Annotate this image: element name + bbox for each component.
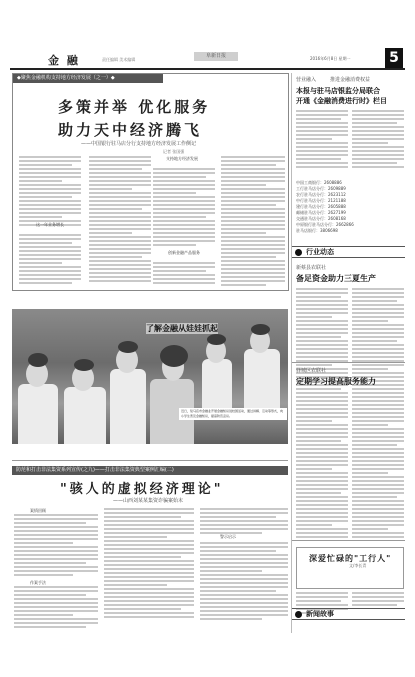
news2-label: 驿城区农联社: [296, 368, 327, 374]
phone-item: 建行驻马店分行：2605888: [296, 204, 346, 209]
inset-heading-2: 支持地方经济发展: [166, 156, 198, 161]
phone-item: 驻马店银行：3806698: [296, 228, 338, 233]
body-column-4: [221, 156, 285, 288]
phone-item: 交通驻马店分行：2608168: [296, 216, 346, 221]
phone-item: 工行驻马店分行：2609889: [296, 186, 346, 191]
subhead-warning: 警示启示: [220, 534, 236, 539]
headline-subtitle: ——中国银行驻马店分行支持地方经济发展工作侧记: [81, 141, 197, 147]
section-name: 金 融: [48, 54, 80, 67]
page-number: 5: [385, 48, 403, 68]
phone-item: 中原银行驻马店分行：2662866: [296, 222, 354, 227]
news1-headline: 备足资金助力三夏生产: [296, 274, 376, 283]
bullet-icon: [295, 249, 302, 256]
industry-news-title: 行业动态: [306, 248, 334, 256]
article2-col-3: [200, 508, 288, 536]
sidebar-head-sub: 推进金融消费权益: [330, 77, 371, 83]
news1-label: 新蔡县农联社: [296, 265, 327, 271]
article2-col-2: [104, 508, 194, 620]
essay-title: 深爱忙碌的"工行人": [309, 554, 392, 563]
sidebar-body-1: [296, 110, 348, 170]
photo-caption: 了解金融从娃娃抓起: [146, 324, 218, 333]
phone-item: 邮储驻马店分行：2627199: [296, 210, 346, 215]
photo-note: 近日，驻马店市金融业开展金融知识进校园活动，通过讲解、互动等形式，向小学生普及金融知识，提高防范意识。: [179, 408, 287, 420]
phone-item: 农行驻马店分行：2623112: [296, 192, 346, 197]
article2-col-3b: [200, 542, 288, 622]
column-divider: [291, 73, 292, 633]
essay-author: 文/李长青: [349, 563, 367, 568]
byline: 记者 张国强: [163, 149, 185, 154]
sidebar-headline-2: 开通《金融消费进行时》栏目: [296, 97, 387, 105]
divider: [292, 540, 405, 541]
subhead-case: 案情回顾: [30, 508, 46, 513]
inset-heading-1: 这一年业务增长: [36, 222, 64, 227]
divider: [292, 362, 405, 363]
article2-col-1: [14, 514, 98, 578]
sidebar-top-label: 营业融入: [296, 77, 317, 83]
series-banner: ◆聚焦金融机构支持地方经济发展（之一）◆: [13, 74, 163, 83]
headline-line2: 助力天中经济腾飞: [58, 121, 203, 139]
article2-headline: "骇人的虚拟经济理论": [60, 482, 224, 497]
news2-body-1: [296, 392, 348, 540]
series-banner-2: 防范和打击非法集资系列宣传(之九)——打击非法集资典型案例汇编(二): [12, 466, 288, 475]
body-column-1b: [19, 234, 81, 286]
article-financial-support: [12, 73, 289, 291]
news2-body-2: [352, 392, 404, 540]
phone-item: 中行驻马店分行：2121188: [296, 198, 346, 203]
inset-heading-3: 创新金融产品服务: [168, 250, 200, 255]
phone-item: 中国工商银行：2608886: [296, 180, 342, 185]
article2-subtitle: ——山西刘某某集资诈骗案始末: [113, 498, 184, 504]
body-column-3: [153, 168, 215, 248]
essay-body-2: [352, 592, 404, 608]
article2-col-1b: [14, 586, 98, 630]
issue-date: 2016年6月8日 星期一: [310, 56, 351, 61]
subhead-method: 作案手法: [30, 580, 46, 585]
sidebar-body-2: [352, 110, 404, 170]
body-column-2: [89, 156, 151, 284]
news2-headline: 定期学习提高服务能力: [296, 377, 376, 386]
sidebar-headline-1: 本报与驻马店银监分局联合: [296, 87, 380, 95]
page-header: [10, 48, 405, 70]
bullet-icon: [295, 611, 302, 618]
body-column-3b: [153, 262, 215, 286]
essay-box: [296, 547, 404, 589]
news-story-bar: [292, 608, 405, 620]
editor-credit: 责任编辑 美术编辑: [102, 57, 136, 62]
divider: [12, 460, 288, 461]
news-story-title: 新闻故事: [306, 610, 334, 618]
body-column-1: [19, 156, 81, 228]
headline-line1: 多策并举 优化服务: [58, 98, 211, 116]
industry-news-bar: [292, 246, 405, 258]
masthead-logo: 阜新日报: [194, 52, 238, 61]
